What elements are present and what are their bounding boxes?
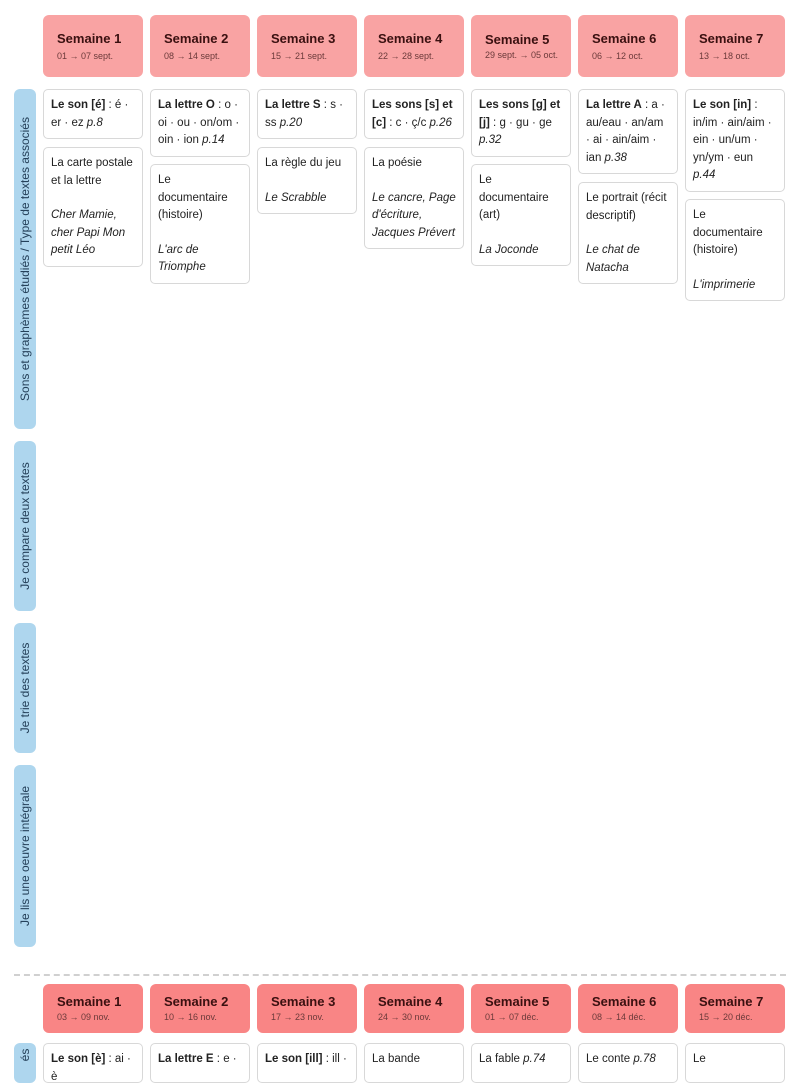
week-title: Semaine 5	[485, 31, 550, 47]
text-type-card[interactable]	[685, 199, 785, 301]
week-dates: 15 → 21 sept.	[271, 50, 328, 61]
sound-graphemes: : e ·	[213, 1053, 237, 1065]
row-label-sons-graphemes	[14, 89, 36, 429]
sound-graphemes: : s · ss	[265, 99, 343, 129]
sound-graphemes: : in/im · ain/aim · ein · un/um · yn/ym · eun	[693, 99, 772, 164]
text-type-card[interactable]	[43, 147, 143, 267]
text-works: L'imprimerie	[693, 278, 756, 291]
sound-card[interactable]	[471, 89, 571, 157]
week-header-row-2	[43, 984, 785, 1033]
week-dates: 08 → 14 déc.	[592, 1012, 646, 1022]
sound-card[interactable]	[685, 89, 785, 192]
sound-title: Les sons [s] et [c]	[372, 99, 453, 129]
row-label-text: Je compare deux textes	[18, 462, 32, 590]
week-dates: 01 → 07 déc.	[485, 1012, 539, 1022]
week-dates: 17 → 23 nov.	[271, 1012, 324, 1022]
week-title: Semaine 5	[485, 994, 550, 1009]
sound-card[interactable]	[43, 1043, 143, 1083]
row-label-text: és	[18, 1048, 32, 1062]
text-type-card[interactable]	[150, 164, 250, 284]
week-dates: 06 → 12 oct.	[592, 50, 644, 61]
text-type: La bande	[372, 1053, 420, 1065]
week-dates: 13 → 18 oct.	[699, 50, 751, 61]
week-header[interactable]	[43, 15, 143, 77]
week-header[interactable]	[257, 15, 357, 77]
row-label-text: Je trie des textes	[18, 642, 32, 734]
page-ref: p.38	[604, 151, 627, 164]
sound-title: Le son [è]	[51, 1053, 106, 1065]
sound-graphemes: : o · oi · ou · on/om · oin · ion	[158, 99, 240, 146]
sound-card[interactable]	[43, 89, 143, 139]
week-header[interactable]	[43, 984, 143, 1033]
row-label-compare	[14, 441, 36, 611]
sound-card[interactable]	[257, 89, 357, 139]
week-header-row-1	[43, 15, 785, 77]
sound-graphemes: : a · au/eau · an/am · ai · ain/aim · ian	[586, 99, 665, 164]
text-type: Le documentaire (art)	[479, 174, 549, 221]
week-title: Semaine 2	[164, 994, 229, 1009]
week-title: Semaine 1	[57, 30, 122, 46]
week-dates: 10 → 16 nov.	[164, 1012, 217, 1022]
sound-graphemes: : ill ·	[322, 1053, 347, 1065]
text-works: La Joconde	[479, 243, 539, 256]
text-type: Le documentaire (histoire)	[158, 174, 228, 221]
text-works: Cher Mamie, cher Papi Mon petit Léo	[51, 209, 126, 256]
week-header[interactable]	[150, 15, 250, 77]
week-title: Semaine 6	[592, 30, 657, 46]
week-title: Semaine 3	[271, 994, 336, 1009]
row-label-text: Sons et graphèmes étudiés / Type de textes associés	[18, 117, 32, 401]
sound-title: Le son [in]	[693, 99, 752, 111]
row-label-text: Je lis une oeuvre intégrale	[18, 785, 32, 927]
text-type-card[interactable]	[364, 147, 464, 249]
period-divider	[14, 974, 786, 976]
week-header[interactable]	[150, 984, 250, 1033]
page-ref: p.44	[693, 169, 716, 181]
week-title: Semaine 7	[699, 30, 764, 46]
text-type: La poésie	[372, 157, 422, 169]
week-header[interactable]	[578, 15, 678, 77]
sound-title: Les sons [g] et [j]	[479, 99, 561, 129]
text-type-card[interactable]	[685, 1043, 785, 1083]
week-header[interactable]	[471, 15, 571, 77]
sound-card[interactable]	[150, 1043, 250, 1083]
week-title: Semaine 4	[378, 30, 443, 46]
sound-graphemes: : g · gu · ge	[489, 116, 552, 129]
week-header[interactable]	[685, 984, 785, 1033]
sound-graphemes: : ai · è	[51, 1053, 131, 1083]
text-type-card[interactable]	[364, 1043, 464, 1083]
week-header[interactable]	[471, 984, 571, 1033]
week-header[interactable]	[685, 15, 785, 77]
text-type: Le	[693, 1053, 706, 1065]
sound-title: Le son [é]	[51, 99, 106, 111]
text-works: Le chat de Natacha	[586, 244, 640, 274]
text-type: La règle du jeu	[265, 157, 342, 169]
week-header[interactable]	[364, 15, 464, 77]
page-ref: p.20	[279, 116, 303, 129]
week-header[interactable]	[257, 984, 357, 1033]
text-type-card[interactable]	[257, 147, 357, 214]
week-header[interactable]	[364, 984, 464, 1033]
sound-title: La lettre E	[158, 1053, 214, 1065]
week-dates: 08 → 14 sept.	[164, 50, 221, 61]
text-works: L'arc de Triomphe	[158, 243, 206, 273]
sound-title: La lettre A	[586, 99, 642, 111]
text-type: Le conte	[586, 1053, 634, 1065]
sound-card[interactable]	[257, 1043, 357, 1083]
sound-graphemes: : é · er · ez	[51, 99, 129, 129]
sound-title: La lettre S	[265, 99, 321, 111]
page-ref: p.78	[633, 1053, 656, 1065]
text-type: La carte postale et la lettre	[51, 157, 133, 187]
sound-card[interactable]	[578, 89, 678, 174]
row-label-sons-graphemes-2	[14, 1043, 36, 1083]
page-ref: p.8	[86, 116, 103, 129]
page-ref: p.32	[479, 134, 502, 146]
week-header[interactable]	[578, 984, 678, 1033]
sound-graphemes: : c · ç/c	[386, 116, 430, 129]
text-type-card[interactable]	[578, 1043, 678, 1083]
sound-title: Le son [ill]	[265, 1053, 323, 1065]
sound-card[interactable]	[364, 89, 464, 139]
week-dates: 24 → 30 nov.	[378, 1012, 431, 1022]
week-title: Semaine 3	[271, 30, 336, 46]
text-type: Le portrait (récit descriptif)	[586, 192, 667, 222]
sound-card[interactable]	[150, 89, 250, 157]
page-ref: p.74	[523, 1053, 546, 1065]
week-dates: 03 → 09 nov.	[57, 1012, 110, 1022]
text-type: Le documentaire (histoire)	[693, 209, 763, 256]
week-title: Semaine 7	[699, 994, 764, 1009]
week-dates: 01 → 07 sept.	[57, 50, 114, 61]
text-type-card[interactable]	[471, 1043, 571, 1083]
row-label-trie	[14, 623, 36, 753]
week-title: Semaine 6	[592, 994, 657, 1009]
week-dates: 29 sept. → 05 oct.	[485, 49, 559, 60]
text-type: La fable	[479, 1053, 524, 1065]
page-ref: p.14	[202, 134, 225, 146]
week-title: Semaine 4	[378, 994, 443, 1009]
week-title: Semaine 2	[164, 30, 229, 46]
week-dates: 15 → 20 déc.	[699, 1012, 753, 1022]
text-type-card[interactable]	[578, 182, 678, 284]
row-label-oeuvre	[14, 765, 36, 947]
week-title: Semaine 1	[57, 994, 122, 1009]
text-type-card[interactable]	[471, 164, 571, 266]
page-ref: p.26	[429, 116, 452, 129]
sound-title: La lettre O	[158, 99, 215, 111]
text-works: Le Scrabble	[265, 191, 327, 204]
week-dates: 22 → 28 sept.	[378, 50, 435, 61]
text-works: Le cancre, Page d'écriture, Jacques Prévert	[372, 191, 456, 239]
